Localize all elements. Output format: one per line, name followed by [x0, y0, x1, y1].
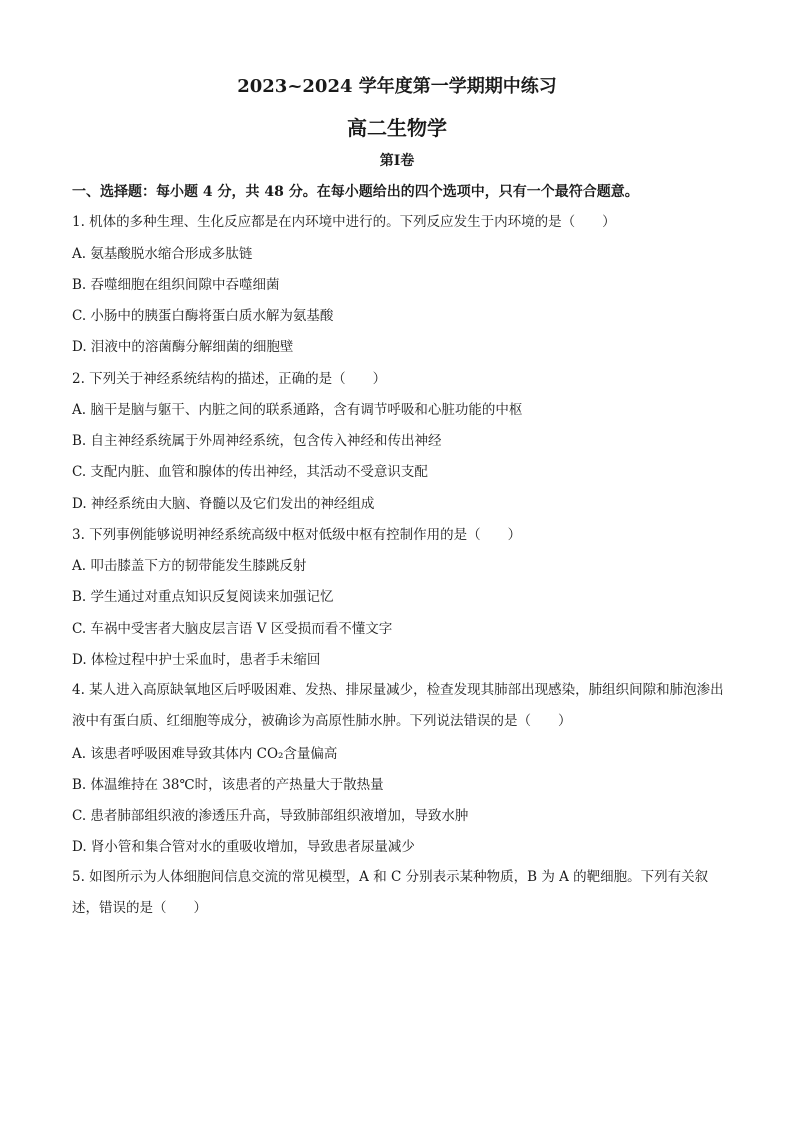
exam-subject: 高二生物学 [347, 116, 447, 140]
question-1-option-d: D. 泪液中的溶菌酶分解细菌的细胞壁 [72, 339, 294, 355]
question-3-stem: 3. 下列事例能够说明神经系统高级中枢对低级中枢有控制作用的是（ ） [72, 527, 522, 543]
question-4-option-a: A. 该患者呼吸困难导致其体内 CO₂含量偏高 [72, 746, 338, 762]
question-2-option-c: C. 支配内脏、血管和腺体的传出神经，其活动不受意识支配 [72, 464, 428, 480]
question-2-option-a: A. 脑干是脑与躯干、内脏之间的联系通路，含有调节呼吸和心脏功能的中枢 [72, 402, 523, 418]
question-4-stem: 4. 某人进入高原缺氧地区后呼吸困难、发热、排尿量减少，检查发现其肺部出现感染，肺组织间隙和肺泡渗出液中有蛋白质、红细胞等成分，被确诊为高原性肺水肿。下列说法错误的是（ ） [72, 682, 724, 729]
question-2-option-b: B. 自主神经系统属于外周神经系统，包含传入神经和传出神经 [72, 433, 442, 449]
question-4-option-d: D. 肾小管和集合管对水的重吸收增加，导致患者尿量减少 [72, 839, 415, 855]
question-5-stem: 5. 如图所示为人体细胞间信息交流的常见模型，A 和 C 分别表示某种物质，B 为 A 的靶细胞。下列有关叙述，错误的是（ ） [72, 869, 709, 916]
question-1-option-a: A. 氨基酸脱水缩合形成多肽链 [72, 246, 253, 262]
question-1-option-c: C. 小肠中的胰蛋白酶将蛋白质水解为氨基酸 [72, 308, 334, 324]
exam-title: 2023~2024 学年度第一学期期中练习 [237, 76, 557, 97]
question-3-option-c: C. 车祸中受害者大脑皮层言语 V 区受损而看不懂文字 [72, 621, 393, 637]
question-1-option-b: B. 吞噬细胞在组织间隙中吞噬细菌 [72, 277, 280, 293]
question-1-stem: 1. 机体的多种生理、生化反应都是在内环境中进行的。下列反应发生于内环境的是（ ） [72, 214, 616, 230]
question-2-option-d: D. 神经系统由大脑、脊髓以及它们发出的神经组成 [72, 496, 375, 512]
question-3-option-b: B. 学生通过对重点知识反复阅读来加强记忆 [72, 589, 334, 605]
question-4-option-b: B. 体温维持在 38℃时，该患者的产热量大于散热量 [72, 777, 384, 793]
question-4-option-c: C. 患者肺部组织液的渗透压升高，导致肺部组织液增加，导致水肿 [72, 808, 469, 824]
exam-volume: 第Ⅰ卷 [379, 153, 415, 169]
question-3-option-a: A. 叩击膝盖下方的韧带能发生膝跳反射 [72, 558, 307, 574]
question-2-stem: 2. 下列关于神经系统结构的描述，正确的是（ ） [72, 371, 387, 387]
question-3-option-d: D. 体检过程中护士采血时，患者手未缩回 [72, 652, 321, 668]
section-heading: 一、选择题：每小题 4 分，共 48 分。在每小题给出的四个选项中，只有一个最符合题意。 [72, 184, 639, 200]
